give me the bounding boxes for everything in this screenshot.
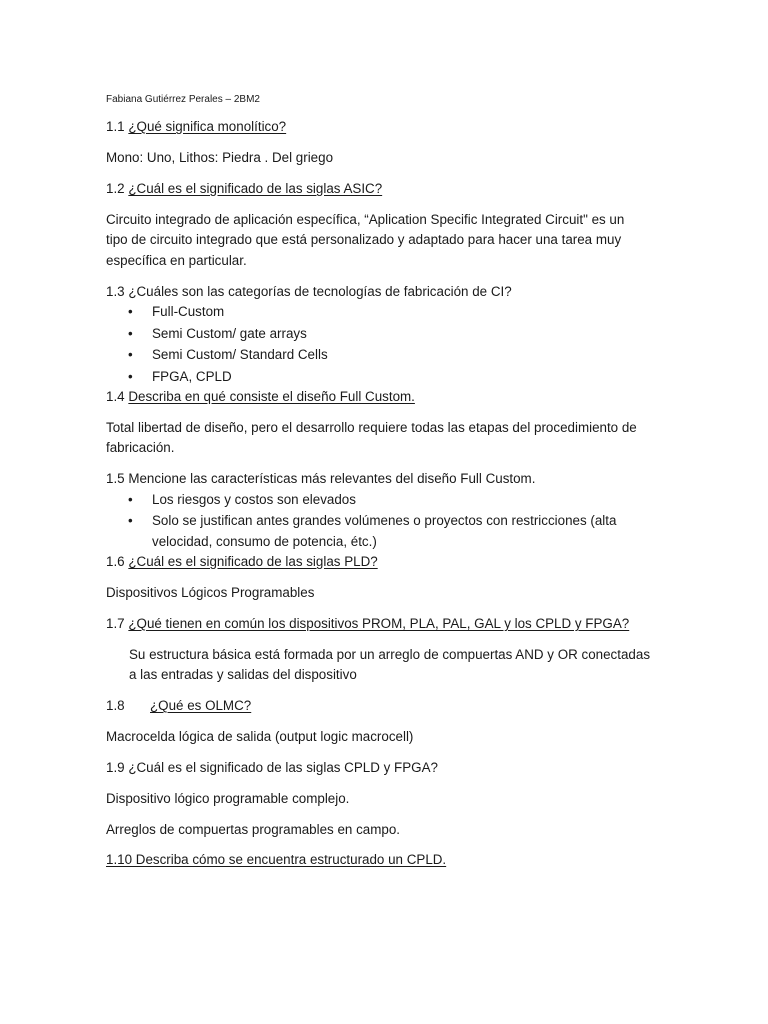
- answer-1-7-line: Su estructura básica está formada por un arreglo de compuertas AND y OR conectadas: [129, 647, 651, 662]
- question-number: 1.6: [106, 554, 129, 569]
- question-1-8: [106, 696, 251, 716]
- question-1-10: 1.10 Describa cómo se encuentra estructurado un CPLD.: [106, 852, 447, 867]
- question-1-6: [106, 552, 378, 572]
- list-item: Los riesgos y costos son elevados: [152, 492, 356, 507]
- question-number: 1.4: [106, 389, 129, 404]
- question-1-1: [106, 117, 286, 137]
- list-item: Semi Custom/ Standard Cells: [152, 347, 328, 362]
- answer-1-1: Mono: Uno, Lithos: Piedra . Del griego: [106, 150, 334, 165]
- question-1-9: 1.9 ¿Cuál es el significado de las siglas CPLD y FPGA?: [106, 760, 438, 775]
- answer-1-6: Dispositivos Lógicos Programables: [106, 585, 315, 600]
- answer-1-8: Macrocelda lógica de salida (output logic macrocell): [106, 729, 414, 744]
- bullet-marker: •: [128, 347, 133, 362]
- bullet-marker: •: [128, 513, 133, 528]
- question-number: 1.2: [106, 181, 129, 196]
- question-1-7: [106, 614, 629, 634]
- question-1-4: [106, 387, 415, 407]
- question-1-3: 1.3 ¿Cuáles son las categorías de tecnologías de fabricación de CI?: [106, 284, 512, 299]
- author-header: Fabiana Gutiérrez Perales – 2BM2: [106, 94, 260, 105]
- answer-1-7-line: a las entradas y salidas del dispositivo: [129, 667, 357, 682]
- answer-1-9: Dispositivo lógico programable complejo.: [106, 791, 350, 806]
- bullet-marker: •: [128, 492, 133, 507]
- bullet-marker: •: [128, 326, 133, 341]
- answer-1-4-line: fabricación.: [106, 440, 175, 455]
- answer-1-4-line: Total libertad de diseño, pero el desarrollo requiere todas las etapas del procedimiento de: [106, 420, 637, 435]
- question-text: ¿Cuál es el significado de las siglas PLD?: [128, 554, 378, 569]
- list-item: Full-Custom: [152, 304, 225, 319]
- bullet-marker: •: [128, 369, 133, 384]
- list-item-continuation: velocidad, consumo de potencia, étc.): [152, 534, 377, 549]
- bullet-marker: •: [128, 304, 133, 319]
- answer-1-9: Arreglos de compuertas programables en campo.: [106, 822, 400, 837]
- question-text: Describa en qué consiste el diseño Full Custom.: [128, 389, 415, 404]
- question-1-2: [106, 179, 382, 199]
- list-item: Semi Custom/ gate arrays: [152, 326, 307, 341]
- answer-1-2-line: Circuito integrado de aplicación específica, “Aplication Specific Integrated Circuit" es un: [106, 212, 625, 227]
- question-text: ¿Qué significa monolítico?: [128, 119, 287, 134]
- question-number: 1.7: [106, 616, 129, 631]
- question-text: ¿Qué tienen en común los dispositivos PROM, PLA, PAL, GAL y los CPLD y FPGA?: [128, 616, 630, 631]
- question-1-5: 1.5 Mencione las características más relevantes del diseño Full Custom.: [106, 471, 536, 486]
- question-text: ¿Cuál es el significado de las siglas ASIC?: [128, 181, 383, 196]
- answer-1-2-line: tipo de circuito integrado que está personalizado y adaptado para hacer una tarea muy: [106, 232, 622, 247]
- list-item: FPGA, CPLD: [152, 369, 232, 384]
- answer-1-2-line: específica en particular.: [106, 253, 247, 268]
- question-number: 1.1: [106, 119, 129, 134]
- list-item: Solo se justifican antes grandes volúmenes o proyectos con restricciones (alta: [152, 513, 617, 528]
- question-number: 1.8: [106, 698, 125, 713]
- question-text: ¿Qué es OLMC?: [150, 698, 252, 713]
